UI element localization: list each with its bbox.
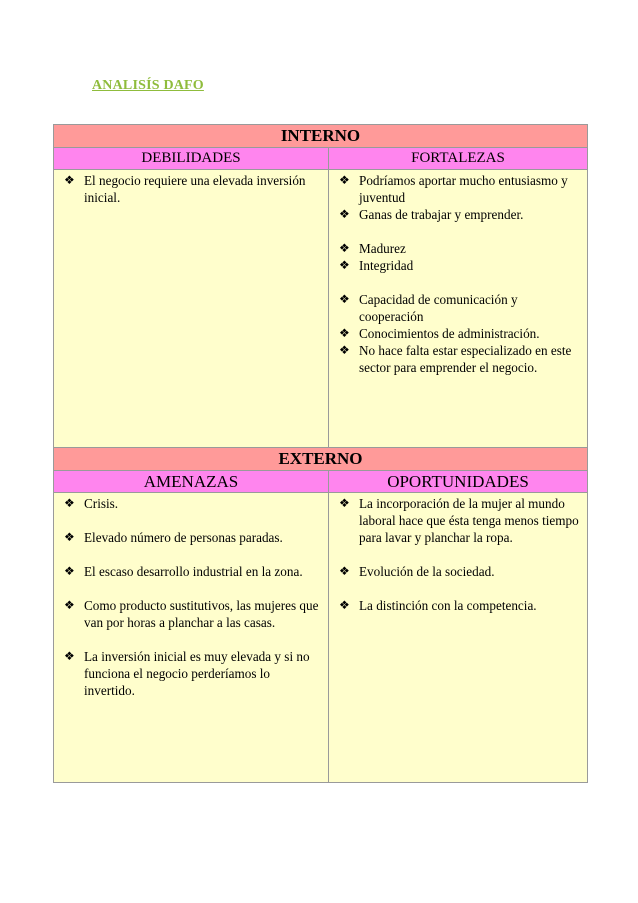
diamond-bullet-icon: ❖: [339, 173, 350, 187]
list-item-text: El escaso desarrollo industrial en la zona.: [84, 564, 303, 579]
list-item-text: No hace falta estar especializado en este sector para emprender el negocio.: [359, 343, 572, 375]
diamond-bullet-icon: ❖: [339, 343, 350, 357]
list-item-text: Elevado número de personas paradas.: [84, 530, 283, 545]
fortalezas-column: [329, 148, 587, 447]
diamond-bullet-icon: ❖: [64, 649, 75, 663]
list-item-text: Madurez: [359, 241, 406, 256]
list-item: [64, 172, 324, 206]
diamond-bullet-icon: ❖: [339, 326, 350, 340]
list-item-text: El negocio requiere una elevada inversión inicial.: [84, 173, 306, 205]
section-heading-interno: INTERNO: [54, 125, 587, 148]
diamond-bullet-icon: ❖: [64, 530, 75, 544]
debilidades-heading: DEBILIDADES: [54, 148, 328, 170]
diamond-bullet-icon: ❖: [64, 564, 75, 578]
diamond-bullet-icon: ❖: [339, 496, 350, 510]
document-title: ANALISÍS DAFO: [92, 78, 204, 93]
dafo-table: [53, 124, 588, 783]
list-item-text: Evolución de la sociedad.: [359, 564, 495, 579]
interno-columns: [54, 148, 587, 447]
list-item: [339, 257, 583, 274]
diamond-bullet-icon: ❖: [339, 207, 350, 221]
amenazas-heading: AMENAZAS: [54, 471, 328, 493]
diamond-bullet-icon: ❖: [339, 598, 350, 612]
list-item: [339, 240, 583, 257]
oportunidades-list: [339, 495, 583, 614]
list-item: [64, 648, 324, 699]
diamond-bullet-icon: ❖: [64, 173, 75, 187]
externo-columns: [54, 471, 587, 782]
diamond-bullet-icon: ❖: [339, 292, 350, 306]
list-item-text: Conocimientos de administración.: [359, 326, 540, 341]
list-item: [339, 291, 583, 325]
diamond-bullet-icon: ❖: [64, 496, 75, 510]
fortalezas-body: [329, 170, 587, 447]
list-item-text: La incorporación de la mujer al mundo laboral hace que ésta tenga menos tiempo para lavar y planchar la ropa.: [359, 496, 579, 545]
diamond-bullet-icon: ❖: [64, 598, 75, 612]
list-item: [64, 495, 324, 512]
list-item-text: Como producto sustitutivos, las mujeres que van por horas a planchar a las casas.: [84, 598, 319, 630]
oportunidades-body: [329, 493, 587, 782]
list-item: [64, 597, 324, 631]
debilidades-column: [54, 148, 329, 447]
diamond-bullet-icon: ❖: [339, 564, 350, 578]
list-item: [339, 563, 583, 580]
amenazas-column: [54, 471, 329, 782]
fortalezas-heading: FORTALEZAS: [329, 148, 587, 170]
list-item-text: La inversión inicial es muy elevada y si no funciona el negocio perderíamos lo invertido.: [84, 649, 310, 698]
list-item-text: Capacidad de comunicación y cooperación: [359, 292, 518, 324]
list-item: [339, 495, 583, 546]
list-item: [64, 563, 324, 580]
list-item: [339, 342, 583, 376]
debilidades-body: [54, 170, 328, 447]
list-item: [64, 529, 324, 546]
list-item-text: Integridad: [359, 258, 414, 273]
debilidades-list: [64, 172, 324, 206]
amenazas-list: [64, 495, 324, 699]
list-item-text: La distinción con la competencia.: [359, 598, 537, 613]
diamond-bullet-icon: ❖: [339, 258, 350, 272]
amenazas-body: [54, 493, 328, 782]
section-heading-externo: EXTERNO: [54, 447, 587, 471]
oportunidades-column: [329, 471, 587, 782]
list-item: [339, 206, 583, 223]
list-item: [339, 597, 583, 614]
diamond-bullet-icon: ❖: [339, 241, 350, 255]
list-item-text: Podríamos aportar mucho entusiasmo y juventud: [359, 173, 568, 205]
list-item: [339, 325, 583, 342]
list-item-text: Crisis.: [84, 496, 119, 511]
fortalezas-list: [339, 172, 583, 376]
oportunidades-heading: OPORTUNIDADES: [329, 471, 587, 493]
list-item: [339, 172, 583, 206]
list-item-text: Ganas de trabajar y emprender.: [359, 207, 524, 222]
